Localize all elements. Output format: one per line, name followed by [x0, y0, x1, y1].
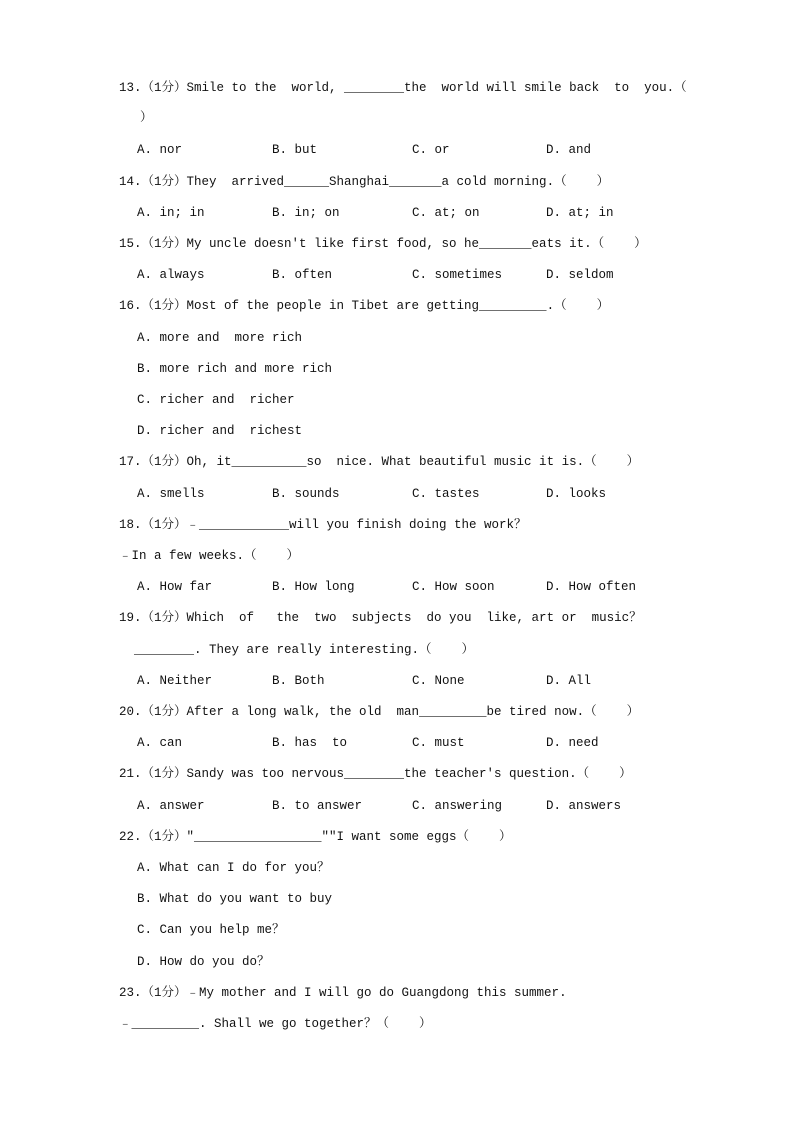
question-15-option-a[interactable]: A. always	[137, 268, 205, 282]
question-21-option-b[interactable]: B. to answer	[272, 799, 363, 813]
question-17-option-a[interactable]: A. smells	[137, 487, 205, 501]
question-18-stem: 18.（1分）﹣____________will you finish doing the work？	[119, 518, 527, 532]
question-20-option-b[interactable]: B. has to	[272, 736, 348, 750]
question-22-option-b[interactable]: B. What do you want to buy	[137, 892, 333, 906]
question-20-option-a[interactable]: A. can	[137, 736, 183, 750]
question-17-stem: 17.（1分）Oh, it__________so nice. What beautiful music it is.（ ）	[119, 455, 640, 469]
question-13-option-d[interactable]: D. and	[546, 143, 592, 157]
question-21-option-d[interactable]: D. answers	[546, 799, 622, 813]
question-13-stem: 13.（1分）Smile to the world, ________the world will smile back to you.（	[119, 81, 687, 95]
question-15-stem: 15.（1分）My uncle doesn't like first food, so he_______eats it.（ ）	[119, 237, 647, 251]
question-15-option-d[interactable]: D. seldom	[546, 268, 614, 282]
question-14-option-d[interactable]: D. at; in	[546, 206, 614, 220]
question-22-option-a[interactable]: A. What can I do for you？	[137, 861, 330, 875]
question-19-option-d[interactable]: D. All	[546, 674, 592, 688]
question-19-option-c[interactable]: C. None	[412, 674, 465, 688]
question-14-option-a[interactable]: A. in; in	[137, 206, 205, 220]
question-13-option-c[interactable]: C. or	[412, 143, 450, 157]
question-20-option-d[interactable]: D. need	[546, 736, 599, 750]
question-22-option-d[interactable]: D. How do you do？	[137, 955, 270, 969]
question-20-stem: 20.（1分）After a long walk, the old man_________be tired now.（ ）	[119, 705, 640, 719]
question-15-option-b[interactable]: B. often	[272, 268, 333, 282]
question-13-option-a[interactable]: A. nor	[137, 143, 183, 157]
question-19-stem: 19.（1分）Which of the two subjects do you like, art or music？	[119, 611, 642, 625]
question-23-stem: 23.（1分）﹣My mother and I will go do Guangdong this summer.	[119, 986, 567, 1000]
question-13-stem-cont: ）	[125, 111, 153, 125]
question-17-option-d[interactable]: D. looks	[546, 487, 607, 501]
question-14-option-b[interactable]: B. in; on	[272, 206, 340, 220]
question-22-option-c[interactable]: C. Can you help me？	[137, 923, 285, 937]
question-16-stem: 16.（1分）Most of the people in Tibet are getting_________.（ ）	[119, 299, 610, 313]
question-14-stem: 14.（1分）They arrived______Shanghai_______a cold morning.（ ）	[119, 175, 610, 189]
question-15-option-c[interactable]: C. sometimes	[412, 268, 503, 282]
question-16-option-c[interactable]: C. richer and richer	[137, 393, 295, 407]
question-18-option-a[interactable]: A. How far	[137, 580, 213, 594]
question-21-stem: 21.（1分）Sandy was too nervous________the teacher's question.（ ）	[119, 767, 632, 781]
question-19-option-b[interactable]: B. Both	[272, 674, 325, 688]
question-23-stem-cont: ﹣_________. Shall we go together？（ ）	[119, 1017, 432, 1031]
question-16-option-a[interactable]: A. more and more rich	[137, 331, 303, 345]
question-17-option-b[interactable]: B. sounds	[272, 487, 340, 501]
question-18-option-d[interactable]: D. How often	[546, 580, 637, 594]
question-19-stem-cont: ________. They are really interesting.（ ）	[119, 643, 475, 657]
question-18-option-c[interactable]: C. How soon	[412, 580, 495, 594]
question-21-option-a[interactable]: A. answer	[137, 799, 205, 813]
question-13-option-b[interactable]: B. but	[272, 143, 318, 157]
question-18-option-b[interactable]: B. How long	[272, 580, 355, 594]
question-22-stem: 22.（1分）"_________________""I want some eggs（ ）	[119, 830, 512, 844]
question-14-option-c[interactable]: C. at; on	[412, 206, 480, 220]
question-16-option-d[interactable]: D. richer and richest	[137, 424, 303, 438]
question-21-option-c[interactable]: C. answering	[412, 799, 503, 813]
question-19-option-a[interactable]: A. Neither	[137, 674, 213, 688]
question-18-stem-cont: ﹣In a few weeks.（ ）	[119, 549, 300, 563]
question-17-option-c[interactable]: C. tastes	[412, 487, 480, 501]
question-20-option-c[interactable]: C. must	[412, 736, 465, 750]
question-16-option-b[interactable]: B. more rich and more rich	[137, 362, 333, 376]
